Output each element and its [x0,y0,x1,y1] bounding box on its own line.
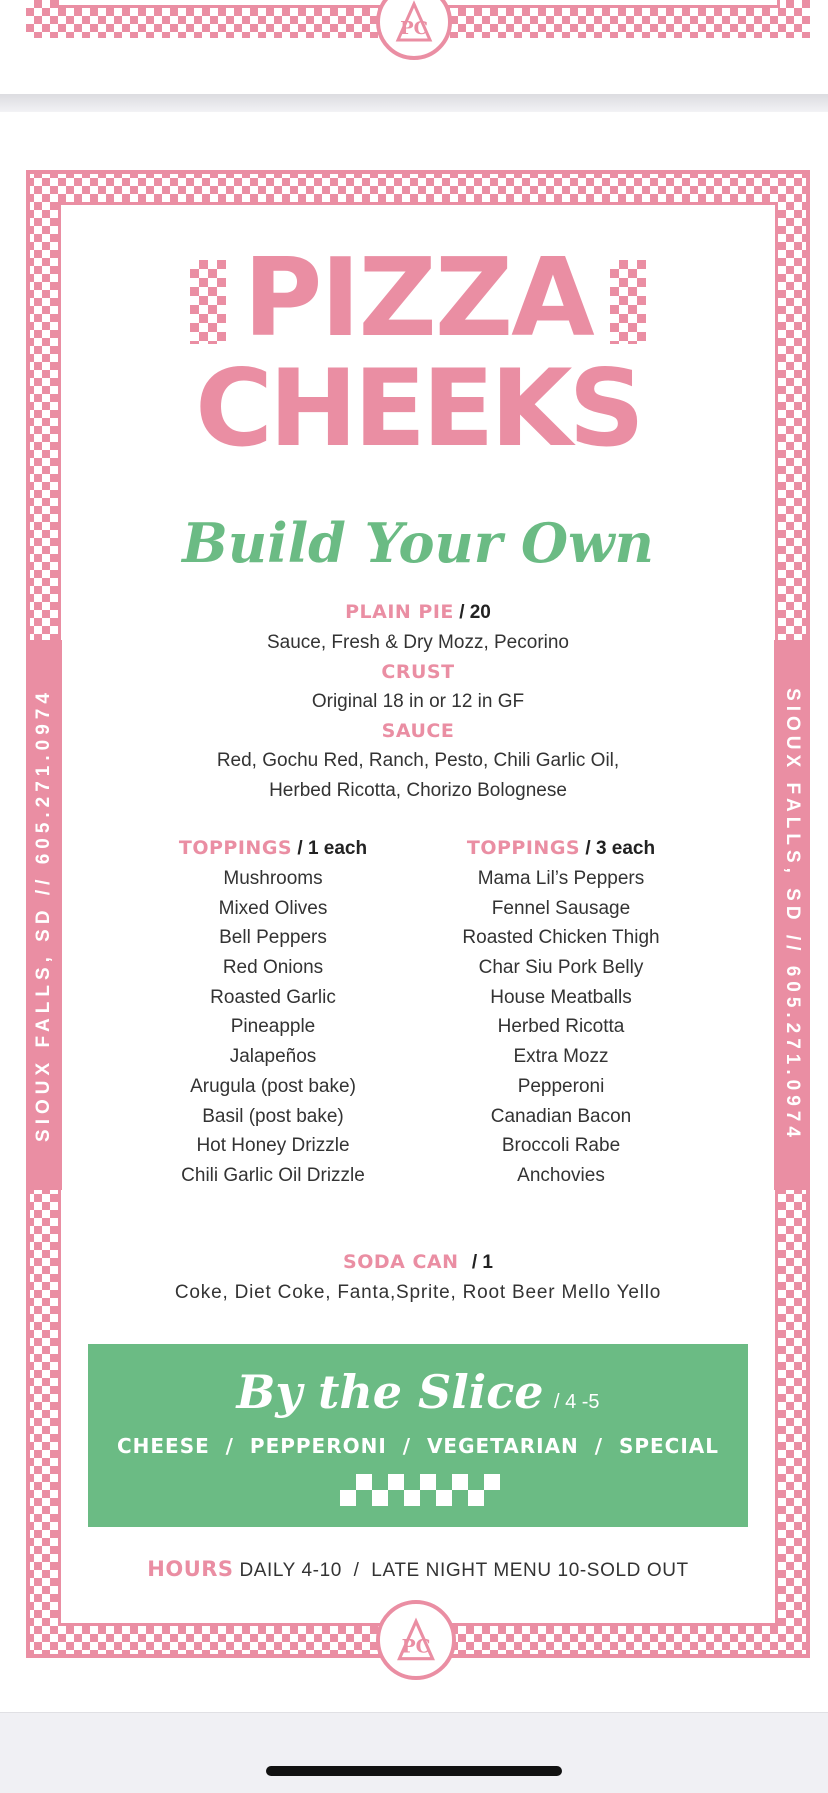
previous-card [0,0,828,94]
slice-checker [340,1474,500,1506]
plain-pie-line [60,598,776,627]
title-line1: PIZZA [243,236,593,361]
slice-heading-line [88,1362,748,1422]
toppings-1-price: / 1 each [297,838,368,859]
sauce-line [60,717,776,746]
pc-logo-icon [386,0,442,50]
soda-price: / 1 [471,1252,493,1273]
plain-pie-desc: Sauce, Fresh & Dry Mozz, Pecorino [267,632,569,653]
toppings-3-column [396,832,726,1191]
list-item: Pepperoni [517,1075,605,1097]
hours-label: HOURS [147,1557,234,1581]
bottom-logo-badge [376,1600,456,1680]
plain-pie-price: / 20 [459,602,491,623]
slice-box [88,1344,748,1527]
sauce-desc-1: Red, Gochu Red, Ranch, Pesto, Chili Garlic Oil, [216,750,620,771]
hours-text: DAILY 4-10 / LATE NIGHT MENU 10-SOLD OUT [239,1560,689,1581]
toppings-1-column [108,832,438,1191]
list-item: Jalapeños [229,1046,317,1068]
sauce-label: SAUCE [381,720,455,742]
list-item: Chili Garlic Oil Drizzle [181,1164,365,1186]
side-text-left-label: SIOUX FALLS, SD // 605.271.0974 [33,688,54,1142]
list-item: Fennel Sausage [491,897,631,919]
side-text-left [26,640,62,1190]
list-item: Herbed Ricotta [497,1016,625,1038]
list-item: Pineapple [230,1016,316,1038]
slice-options: CHEESE / PEPPERONI / VEGETARIAN / SPECIAL [116,1434,720,1458]
crust-line [60,658,776,687]
bottom-area [0,1712,828,1793]
list-item: Extra Mozz [513,1046,609,1068]
separator [0,94,828,112]
list-item: Broccoli Rabe [501,1135,621,1157]
plain-pie-label: PLAIN PIE [345,601,454,623]
list-item: Anchovies [517,1164,605,1186]
list-item: Bell Peppers [219,927,327,949]
title-checker-right [610,260,646,344]
previous-logo-badge [376,0,452,60]
soda-desc: Coke, Diet Coke, Fanta,Sprite, Root Beer Mello Yello [174,1282,662,1303]
list-item: Mushrooms [223,868,323,889]
logo-initials: PC [400,18,428,39]
crust-desc: Original 18 in or 12 in GF [311,691,525,712]
toppings-3-label: TOPPINGS [466,837,581,859]
home-indicator[interactable] [266,1766,562,1776]
build-your-own-heading: Build Your Own [182,511,654,575]
toppings-3-header [396,832,726,864]
list-item: Mama Lil’s Peppers [477,868,645,889]
toppings-1-label: TOPPINGS [178,837,293,859]
list-item: Red Onions [222,957,324,979]
list-item: Arugula (post bake) [190,1075,356,1097]
soda-line [60,1248,776,1277]
logo-initials: PC [401,1635,431,1658]
side-text-right-label: SIOUX FALLS, SD // 605.271.0974 [782,688,803,1142]
list-item: Roasted Chicken Thigh [462,927,660,949]
title-line2: CHEEKS [195,347,641,470]
slice-price: / 4 -5 [553,1391,600,1413]
hours-line [60,1554,776,1586]
title-checker-left [190,260,226,344]
list-item: Canadian Bacon [490,1105,632,1127]
sauce-desc-2: Herbed Ricotta, Chorizo Bolognese [269,780,567,801]
list-item: Basil (post bake) [202,1105,344,1127]
slice-heading: By the Slice [236,1365,544,1419]
toppings-3-price: / 3 each [585,838,656,859]
list-item: House Meatballs [490,986,632,1008]
toppings-1-header [108,832,438,864]
side-text-right [774,640,810,1190]
list-item: Hot Honey Drizzle [196,1135,350,1157]
list-item: Char Siu Pork Belly [478,957,644,979]
list-item: Roasted Garlic [210,986,336,1008]
list-item: Mixed Olives [218,897,328,919]
soda-label: SODA CAN [343,1251,459,1273]
pc-logo-icon [387,1611,445,1669]
crust-label: CRUST [381,661,455,683]
